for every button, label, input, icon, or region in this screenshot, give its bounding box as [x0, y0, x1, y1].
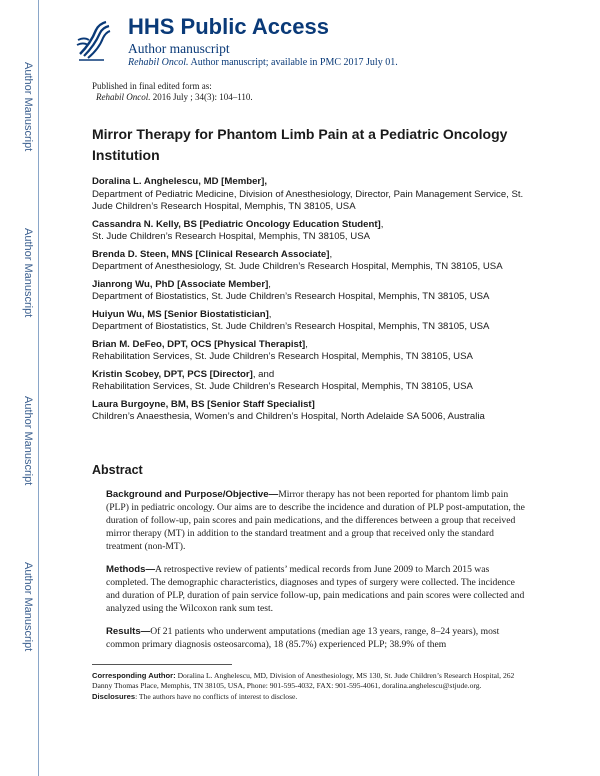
author-entry: Cassandra N. Kelly, BS [Pediatric Oncology Education Student], St. Jude Children’s Research Hospital, Memphis, TN 38105, USA [92, 219, 532, 244]
disclosures-note: Disclosures: The authors have no conflicts of interest to disclose. [92, 692, 298, 701]
sidebar-label: Author Manuscript [22, 228, 34, 318]
author-entry: Doralina L. Anghelescu, MD [Member], Department of Pediatric Medicine, Division of Anesthesiology, Director, Pain Management Service, St. Jude Children’s Research Hospital, Memphis, TN 38105, USA [92, 176, 532, 214]
author-entry: Jianrong Wu, PhD [Associate Member], Department of Biostatistics, St. Jude Children’s Research Hospital, Memphis, TN 38105, USA [92, 279, 532, 304]
footnote-divider [92, 664, 232, 665]
author-affiliation: Rehabilitation Services, St. Jude Children’s Research Hospital, Memphis, TN 38105, USA [92, 381, 473, 392]
author-entry: Brenda D. Steen, MNS [Clinical Research Associate], Department of Anesthesiology, St. Jude Children’s Research Hospital, Memphis, TN 38105, USA [92, 249, 532, 274]
author-list [92, 176, 532, 429]
paper-title: Mirror Therapy for Phantom Limb Pain at a Pediatric Oncology Institution [92, 126, 508, 163]
publication-info: Published in final edited form as: Rehabil Oncol. 2016 July ; 34(3): 104–110. [92, 81, 253, 102]
sidebar-label: Author Manuscript [22, 562, 34, 652]
author-affiliation: Rehabilitation Services, St. Jude Children’s Research Hospital, Memphis, TN 38105, USA [92, 351, 473, 362]
author-affiliation: Department of Biostatistics, St. Jude Children’s Research Hospital, Memphis, TN 38105, USA [92, 291, 490, 302]
author-entry: Brian M. DeFeo, DPT, OCS [Physical Therapist], Rehabilitation Services, St. Jude Children’s Research Hospital, Memphis, TN 38105, USA [92, 339, 532, 364]
abstract-section: Results—Of 21 patients who underwent amputations (median age 13 years, range, 8–24 years), most common primary diagnosis osteosarcoma), 18 (85.7%) experienced PLP; 38.9% of them [106, 626, 500, 650]
author-entry: Huiyun Wu, MS [Senior Biostatistician], Department of Biostatistics, St. Jude Children’s Research Hospital, Memphis, TN 38105, USA [92, 309, 532, 334]
author-manuscript-label: Author manuscript [128, 41, 230, 56]
footnotes [92, 671, 532, 703]
abstract-section: Methods—A retrospective review of patients’ medical records from June 2009 to March 2015 was completed. The demographic characteristics, diagnoses and types of surgery were collected. The incidence and duration of PLP, duration of pain service follow-up, pain medications and pain scores were collected and analyzed using the Wilcoxon rank sum test. [106, 564, 525, 614]
abstract-heading: Abstract [92, 463, 143, 477]
author-affiliation: Department of Anesthesiology, St. Jude Children’s Research Hospital, Memphis, TN 38105, USA [92, 261, 503, 272]
author-entry: Laura Burgoyne, BM, BS [Senior Staff Specialist] Children’s Anaesthesia, Women’s and Children’s Hospital, North Adelaide SA 5006, Australia [92, 399, 532, 424]
sidebar-label: Author Manuscript [22, 396, 34, 486]
author-affiliation: Department of Pediatric Medicine, Division of Anesthesiology, Director, Pain Management Service, St. Jude Children’s Research Hospital, Memphis, TN 38105, USA [92, 188, 524, 212]
author-affiliation: Department of Biostatistics, St. Jude Children’s Research Hospital, Memphis, TN 38105, USA [92, 321, 490, 332]
abstract-body [106, 488, 526, 661]
sidebar-rule [38, 0, 39, 776]
availability-line: Rehabil Oncol. Author manuscript; available in PMC 2017 July 01. [128, 57, 398, 68]
abstract-section: Background and Purpose/Objective—Mirror therapy has not been reported for phantom limb pain (PLP) in pediatric oncology. Our aims are to describe the incidence and duration of PLP post-amputation, the duration of follow-up, pain scores and pain medications, and the differences between a group that received mirror therapy (MT) in addition to the standard treatment and a group that received only the standard treatment (non-MT). [106, 489, 525, 552]
author-entry: Kristin Scobey, DPT, PCS [Director], and Rehabilitation Services, St. Jude Children’s Research Hospital, Memphis, TN 38105, USA [92, 369, 532, 394]
corresponding-author-note: Corresponding Author: Doralina L. Anghelescu, MD, Division of Anesthesiology, MS 130, St. Jude Children’s Research Hospital, 262 Danny Thomas Place, Memphis, TN 38105, USA, Phone: 901-595-4032, FAX: 901-595-4061, doralina.anghelescu@stjude.org. [92, 671, 515, 690]
hhs-eagle-logo-icon [74, 18, 112, 64]
author-affiliation: St. Jude Children’s Research Hospital, Memphis, TN 38105, USA [92, 231, 370, 242]
sidebar-label: Author Manuscript [22, 62, 34, 152]
author-affiliation: Children’s Anaesthesia, Women’s and Children’s Hospital, North Adelaide SA 5006, Australia [92, 411, 485, 422]
hhs-public-access-title: HHS Public Access [128, 14, 329, 39]
